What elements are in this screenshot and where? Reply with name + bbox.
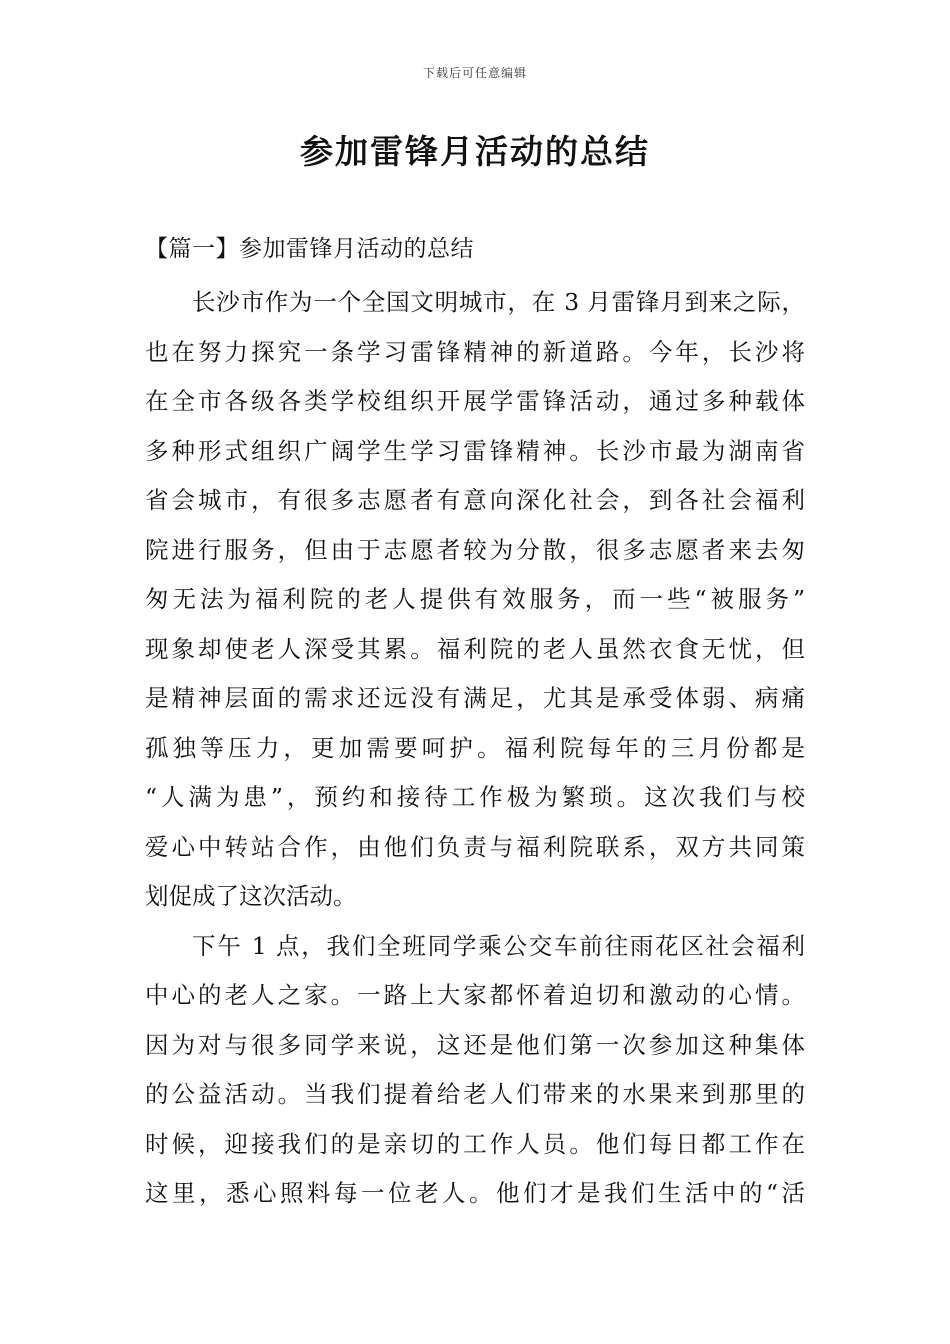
page-header-note: 下载后可任意编辑 bbox=[422, 66, 527, 80]
text-line: 长沙市作为一个全国文明城市，在 3 月雷锋月到来之际， bbox=[192, 288, 805, 316]
text-line: 现象却使老人深受其累。福利院的老人虽然衣食无忧，但 bbox=[145, 634, 805, 663]
text-line: 是精神层面的需求还远没有满足，尤其是承受体弱、病痛 bbox=[145, 684, 805, 712]
text-line: 匆无法为福利院的老人提供有效服务，而一些“被服务” bbox=[145, 585, 805, 613]
text-line: 在全市各级各类学校组织开展学雷锋活动，通过多种载体 bbox=[145, 387, 805, 415]
text-line: 多种形式组织广阔学生学习雷锋精神。长沙市最为湖南省 bbox=[145, 436, 805, 465]
text-line: 的公益活动。当我们提着给老人们带来的水果来到那里的 bbox=[145, 1080, 805, 1108]
text-line: 这里，悉心照料每一位老人。他们才是我们生活中的“活 bbox=[145, 1179, 805, 1207]
text-line: 爱心中转站合作，由他们负责与福利院联系，双方共同策 bbox=[145, 832, 805, 861]
document-title: 参加雷锋月活动的总结 bbox=[300, 132, 650, 171]
text-line: 时候，迎接我们的是亲切的工作人员。他们每日都工作在 bbox=[145, 1129, 805, 1158]
text-line: “人满为患”，预约和接待工作极为繁琐。这次我们与校 bbox=[145, 783, 805, 811]
section-heading: 【篇一】参加雷锋月活动的总结 bbox=[145, 236, 474, 262]
text-line: 院进行服务，但由于志愿者较为分散，很多志愿者来去匆 bbox=[145, 535, 805, 564]
text-line: 下午 1 点，我们全班同学乘公交车前往雨花区社会福利 bbox=[192, 931, 806, 960]
text-line: 因为对与很多同学来说，这还是他们第一次参加这种集体 bbox=[145, 1030, 805, 1059]
paragraph-1 bbox=[145, 278, 805, 922]
text-line: 也在努力探究一条学习雷锋精神的新道路。今年，长沙将 bbox=[145, 337, 805, 366]
text-line: 孤独等压力，更加需要呵护。福利院每年的三月份都是 bbox=[145, 733, 805, 762]
paragraph-2 bbox=[145, 922, 805, 1219]
text-line: 中心的老人之家。一路上大家都怀着迫切和激动的心情。 bbox=[145, 981, 805, 1009]
document-body bbox=[145, 278, 805, 1219]
text-line: 省会城市，有很多志愿者有意向深化社会，到各社会福利 bbox=[145, 486, 805, 514]
text-line: 划促成了这次活动。 bbox=[145, 882, 357, 910]
